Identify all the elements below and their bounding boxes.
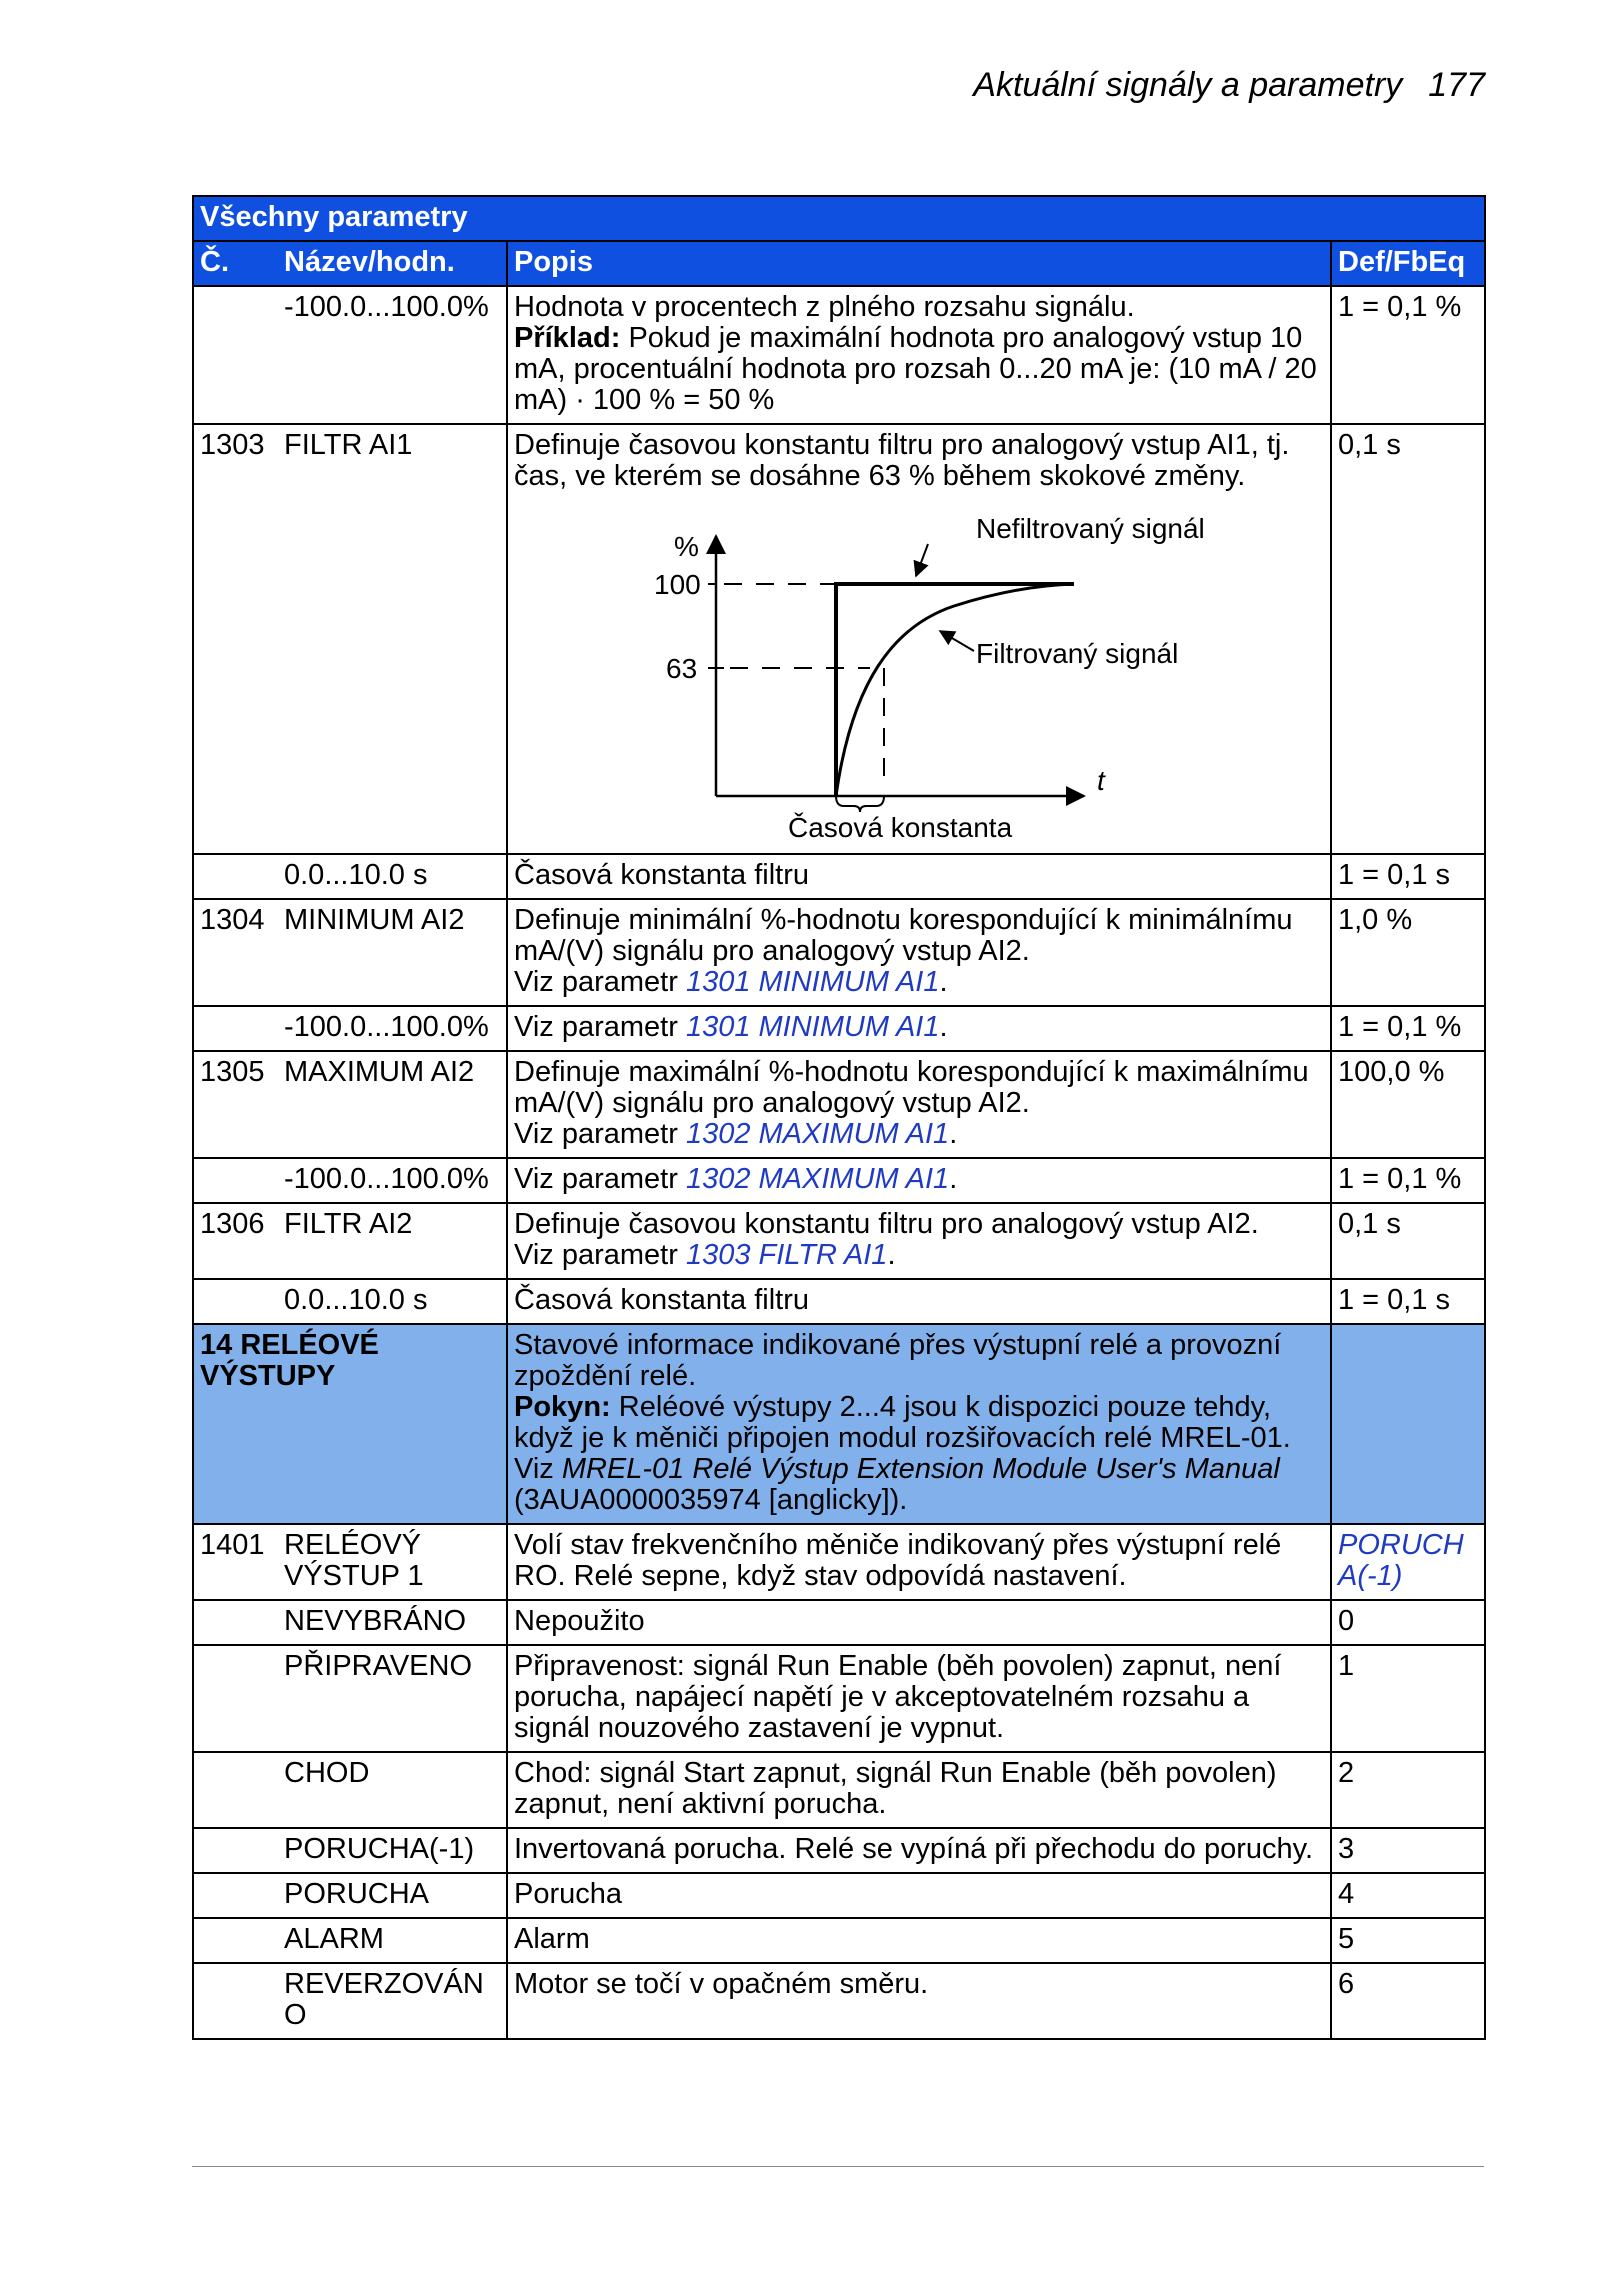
y-63-label: 63 — [666, 653, 698, 684]
table-row — [193, 1158, 1485, 1203]
parameter-link[interactable]: 1302 MAXIMUM AI1 — [685, 1118, 950, 1150]
option-value: 4 — [1331, 1873, 1485, 1918]
row-description: Definuje maximální %-hodnotu korespondující k maximálnímu mA/(V) signálu pro analogový vstup AI2. Viz parametr 1302 MAXIMUM AI1. — [507, 1051, 1331, 1158]
table-row — [193, 1752, 1485, 1828]
manual-reference: MREL-01 Relé Výstup Extension Module User's Manual — [561, 1453, 1280, 1485]
footer-divider — [192, 2166, 1484, 2167]
group-default — [1331, 1324, 1485, 1524]
value-range: 0.0...10.0 s — [193, 854, 507, 899]
group-row — [193, 1324, 1485, 1524]
value-range: -100.0...100.0% — [193, 286, 507, 424]
parameter-link[interactable]: 1302 MAXIMUM AI1 — [685, 1163, 950, 1195]
row-description: Časová konstanta filtru — [507, 1279, 1331, 1324]
filter-step-response-diagram — [514, 506, 1314, 846]
option-description: Motor se točí v opačném směru. — [507, 1963, 1331, 2039]
row-default: 1,0 % — [1331, 899, 1485, 1006]
table-title-row — [193, 196, 1485, 241]
filtered-label: Filtrovaný signál — [976, 638, 1179, 669]
page-header-title: Aktuální signály a parametry — [973, 66, 1403, 104]
unfiltered-label: Nefiltrovaný signál — [976, 513, 1205, 544]
option-name: REVERZOVÁNO — [193, 1963, 507, 2039]
y-unit-label: % — [674, 531, 699, 562]
value-range: -100.0...100.0% — [193, 1158, 507, 1203]
option-name: ALARM — [193, 1918, 507, 1963]
table-row — [193, 286, 1485, 424]
time-constant-brace — [836, 796, 884, 812]
column-header-no: Č. — [200, 246, 229, 278]
table-row — [193, 1645, 1485, 1752]
unfiltered-signal-line — [836, 584, 1074, 796]
table-row — [193, 1203, 1485, 1279]
row-description: Definuje časovou konstantu filtru pro analogový vstup AI1, tj. čas, ve kterém se dosáhne 63 % během skokové změny. % 100 63 t Nefiltrovaný signál Filtrovaný signál Časová konstanta — [507, 424, 1331, 854]
group-title: 14 RELÉOVÉ VÝSTUPY — [193, 1324, 507, 1524]
parameter-id: 1305 MAXIMUM AI2 — [193, 1051, 507, 1158]
row-description: Hodnota v procentech z plného rozsahu signálu. Příklad: Pokud je maximální hodnota pro analogový vstup 10 mA, procentuální hodnota pro rozsah 0...20 mA je: (10 mA / 20 mA) · 100 % = 50 % — [507, 286, 1331, 424]
parameter-id: 1304 MINIMUM AI2 — [193, 899, 507, 1006]
parameter-link[interactable]: 1301 MINIMUM AI1 — [685, 1011, 940, 1043]
page-header — [973, 66, 1485, 105]
value-range: -100.0...100.0% — [193, 1006, 507, 1051]
table-row — [193, 1918, 1485, 1963]
table-row — [193, 899, 1485, 1006]
table-row — [193, 1051, 1485, 1158]
option-description: Alarm — [507, 1918, 1331, 1963]
table-title: Všechny parametry — [193, 196, 1485, 241]
page-number: 177 — [1428, 66, 1485, 104]
option-name: NEVYBRÁNO — [193, 1600, 507, 1645]
option-value: 1 — [1331, 1645, 1485, 1752]
row-description: Viz parametr 1302 MAXIMUM AI1. — [507, 1158, 1331, 1203]
option-value: 5 — [1331, 1918, 1485, 1963]
option-description: Invertovaná porucha. Relé se vypíná při přechodu do poruchy. — [507, 1828, 1331, 1873]
row-description: Definuje minimální %-hodnotu korespondující k minimálnímu mA/(V) signálu pro analogový vstup AI2. Viz parametr 1301 MINIMUM AI1. — [507, 899, 1331, 1006]
group-note: Pokyn: Reléové výstupy 2...4 jsou k dispozici pouze tehdy, když je k měniči připojen modul rozšiřovacích relé MREL-01. — [514, 1391, 1291, 1454]
option-value: 3 — [1331, 1828, 1485, 1873]
option-name: PORUCHA — [193, 1873, 507, 1918]
y-100-label: 100 — [654, 569, 701, 600]
parameter-id: 1401 RELÉOVÝ VÝSTUP 1 — [193, 1524, 507, 1600]
option-description: Chod: signál Start zapnut, signál Run Enable (běh povolen) zapnut, není aktivní porucha. — [507, 1752, 1331, 1828]
row-default: 1 = 0,1 % — [1331, 1006, 1485, 1051]
row-default: 1 = 0,1 s — [1331, 1279, 1485, 1324]
option-description: Porucha — [507, 1873, 1331, 1918]
row-default: 1 = 0,1 % — [1331, 1158, 1485, 1203]
option-name: PŘIPRAVENO — [193, 1645, 507, 1752]
row-default: 1 = 0,1 % — [1331, 286, 1485, 424]
option-description: Nepoužito — [507, 1600, 1331, 1645]
value-range: 0.0...10.0 s — [193, 1279, 507, 1324]
row-default: 0,1 s — [1331, 424, 1485, 854]
row-default: 100,0 % — [1331, 1051, 1485, 1158]
time-constant-label: Časová konstanta — [788, 812, 1013, 843]
parameters-table — [192, 195, 1486, 2040]
table-row — [193, 1006, 1485, 1051]
row-description: Definuje časovou konstantu filtru pro analogový vstup AI2. Viz parametr 1303 FILTR AI1. — [507, 1203, 1331, 1279]
table-row — [193, 1963, 1485, 2039]
table-row — [193, 1873, 1485, 1918]
row-default[interactable]: PORUCH A(-1) — [1331, 1524, 1485, 1600]
option-value: 0 — [1331, 1600, 1485, 1645]
row-description: Časová konstanta filtru — [507, 854, 1331, 899]
x-unit-label: t — [1097, 765, 1105, 796]
row-description: Viz parametr 1301 MINIMUM AI1. — [507, 1006, 1331, 1051]
table-row — [193, 424, 1485, 854]
parameter-id: 1303 FILTR AI1 — [193, 424, 507, 854]
filter-diagram — [514, 492, 1324, 846]
table-row — [193, 1279, 1485, 1324]
option-name: PORUCHA(-1) — [193, 1828, 507, 1873]
option-name: CHOD — [193, 1752, 507, 1828]
row-description: Volí stav frekvenčního měniče indikovaný přes výstupní relé RO. Relé sepne, když stav odpovídá nastavení. — [507, 1524, 1331, 1600]
column-header-def: Def/FbEq — [1331, 241, 1485, 286]
table-header-row — [193, 241, 1485, 286]
column-header-desc: Popis — [507, 241, 1331, 286]
option-value: 2 — [1331, 1752, 1485, 1828]
table-row — [193, 1524, 1485, 1600]
example-text: Příklad: Pokud je maximální hodnota pro analogový vstup 10 mA, procentuální hodnota pro rozsah 0...20 mA je: (10 mA / 20 mA) · 100 % = 50 % — [514, 322, 1317, 416]
row-default: 0,1 s — [1331, 1203, 1485, 1279]
table-row — [193, 1600, 1485, 1645]
table-row — [193, 1828, 1485, 1873]
group-description: Stavové informace indikované přes výstupní relé a provozní zpoždění relé. Pokyn: Reléové výstupy 2...4 jsou k dispozici pouze tehdy, když je k měniči připojen modul rozšiřovacích relé MREL-01. Viz MREL-01 Relé Výstup Extension Module User's Manual (3AUA0000035974 [anglicky]). — [507, 1324, 1331, 1524]
parameter-link[interactable]: 1301 MINIMUM AI1 — [685, 966, 940, 998]
parameter-id: 1306 FILTR AI2 — [193, 1203, 507, 1279]
filtered-signal-curve — [836, 584, 1074, 796]
parameter-link[interactable]: 1303 FILTR AI1 — [685, 1239, 888, 1271]
column-header-name — [193, 241, 507, 286]
table-row — [193, 854, 1485, 899]
row-default: 1 = 0,1 s — [1331, 854, 1485, 899]
column-header-name-label: Název/hodn. — [284, 246, 455, 278]
option-description: Připravenost: signál Run Enable (běh povolen) zapnut, není porucha, napájecí napětí je v akceptovatelném rozsahu a signál nouzového zastavení je vypnut. — [507, 1645, 1331, 1752]
option-value: 6 — [1331, 1963, 1485, 2039]
